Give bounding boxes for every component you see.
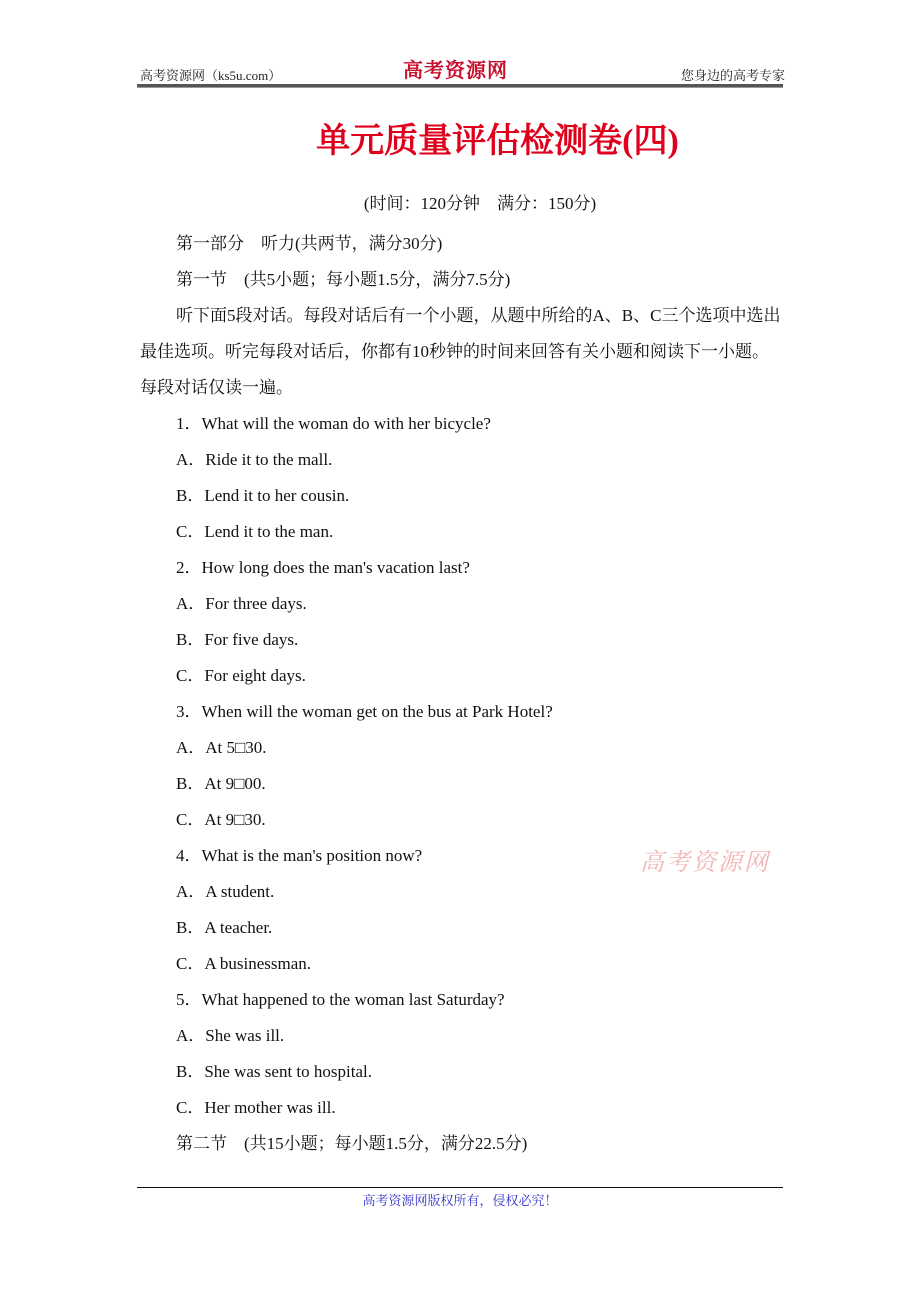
header-logo: 高考资源网	[403, 60, 508, 82]
question-stem: 1．What will the woman do with her bicycle?	[176, 414, 491, 433]
answer-option: A．A student.	[176, 882, 275, 901]
footer-divider	[137, 1187, 783, 1188]
answer-option: B．At 9□00.	[176, 774, 266, 793]
answer-option: A．For three days.	[176, 594, 307, 613]
question-stem: 5．What happened to the woman last Saturday?	[176, 990, 505, 1009]
question-list	[140, 406, 785, 1126]
answer-option: B．Lend it to her cousin.	[176, 486, 350, 505]
exam-time-and-score: (时间：120分钟 满分：150分)	[363, 194, 597, 213]
answer-option: C．For eight days.	[176, 666, 306, 685]
header-divider	[137, 84, 783, 88]
part-heading: 第一部分 听力(共两节，满分30分)	[176, 234, 443, 253]
header-site-name: 高考资源网（ks5u.com）	[140, 68, 282, 83]
section-heading: 第一节 (共5小题；每小题1.5分，满分7.5分)	[176, 270, 511, 289]
answer-option: A．She was ill.	[176, 1026, 285, 1045]
answer-option: C．A businessman.	[176, 954, 312, 973]
document-body	[140, 226, 785, 1162]
section-heading: 第二节 (共15小题；每小题1.5分，满分22.5分)	[176, 1134, 528, 1153]
instructions: 听下面5段对话。每段对话后有一个小题，从题中所给的A、B、C三个选项中选出最佳选项。听完每段对话后，你都有10秒钟的时间来回答有关小题和阅读下一小题。每段对话仅读一遍。	[140, 306, 781, 397]
question-stem: 4．What is the man's position now?	[176, 846, 423, 865]
answer-option: B．A teacher.	[176, 918, 273, 937]
answer-option: B．For five days.	[176, 630, 299, 649]
answer-option: C．At 9□30.	[176, 810, 266, 829]
answer-option: A．Ride it to the mall.	[176, 450, 333, 469]
footer-copyright: 高考资源网版权所有，侵权必究！	[362, 1193, 558, 1208]
answer-option: C．Lend it to the man.	[176, 522, 334, 541]
question-stem: 2．How long does the man's vacation last?	[176, 558, 470, 577]
watermark: 高考资源网	[640, 850, 770, 876]
question-stem: 3．When will the woman get on the bus at Park Hotel?	[176, 702, 553, 721]
page-title: 单元质量评估检测卷(四)	[316, 123, 679, 160]
answer-option: B．She was sent to hospital.	[176, 1062, 372, 1081]
header-slogan: 您身边的高考专家	[680, 68, 785, 83]
answer-option: C．Her mother was ill.	[176, 1098, 336, 1117]
answer-option: A．At 5□30.	[176, 738, 267, 757]
